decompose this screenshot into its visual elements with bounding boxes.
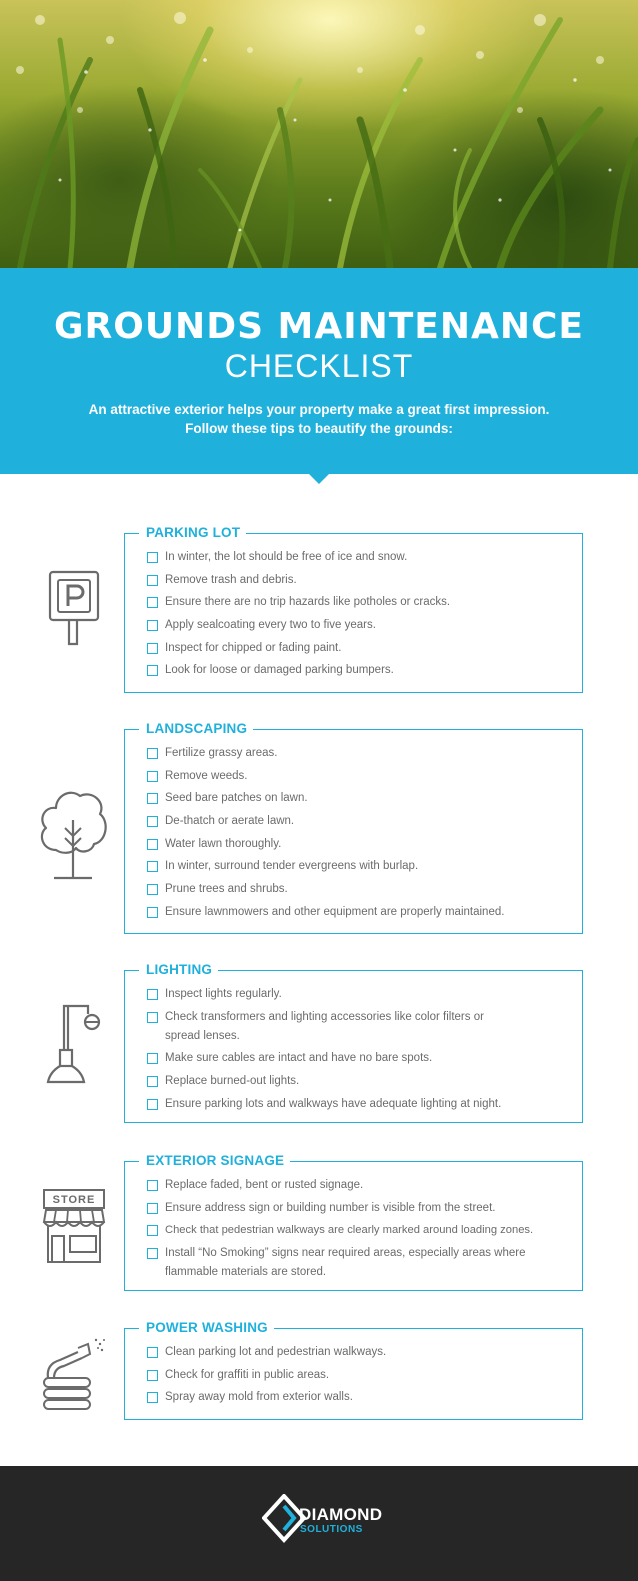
item-text: Clean parking lot and pedestrian walkways. [165, 1346, 387, 1358]
checkbox[interactable] [147, 748, 158, 759]
checklist-item [147, 548, 572, 567]
intro-text [70, 400, 568, 438]
checkbox[interactable] [147, 771, 158, 782]
title-banner [0, 268, 638, 474]
checkbox[interactable] [147, 1225, 158, 1236]
section-landscaping [124, 721, 583, 934]
checkbox[interactable] [147, 1392, 158, 1403]
item-text: Replace burned-out lights. [165, 1075, 300, 1088]
item-text: Check that pedestrian walkways are clearly marked around loading zones. [165, 1224, 534, 1237]
tree-icon [36, 786, 110, 880]
checklist-item [147, 1008, 572, 1046]
item-text: Fertilize grassy areas. [165, 747, 278, 759]
checkbox[interactable] [147, 643, 158, 654]
checklist-item [147, 1366, 572, 1385]
checklist-item [147, 616, 572, 635]
checkbox[interactable] [147, 1203, 158, 1214]
checklist-item [147, 1072, 572, 1091]
checklist-item [147, 1244, 572, 1282]
checklist-item [147, 1388, 572, 1407]
checklist-item [147, 1095, 572, 1114]
checklist-item [147, 1343, 572, 1362]
section-power-washing [124, 1320, 583, 1420]
checklist-item [147, 1176, 572, 1195]
checkbox[interactable] [147, 989, 158, 1000]
checkbox[interactable] [147, 1012, 158, 1023]
item-text: Remove trash and debris. [165, 573, 297, 586]
section-exterior-signage [124, 1153, 583, 1291]
store-sign-label: STORE [52, 1194, 96, 1206]
item-text: Ensure address sign or building number is visible from the street. [165, 1201, 496, 1214]
checkbox[interactable] [147, 907, 158, 918]
banner-pointer [307, 472, 331, 484]
checklist [147, 1343, 572, 1411]
checklist [147, 744, 572, 926]
checkbox[interactable] [147, 816, 158, 827]
section-title: LANDSCAPING [139, 719, 253, 739]
checkbox[interactable] [147, 1370, 158, 1381]
item-text: De-thatch or aerate lawn. [165, 815, 295, 828]
item-text: In winter, surround tender evergreens with burlap. [165, 860, 419, 873]
page-title: GROUNDS MAINTENANCE [53, 306, 585, 347]
parking-sign-icon [48, 570, 100, 646]
item-text: Remove weeds. [165, 769, 248, 782]
checkbox[interactable] [147, 861, 158, 872]
checkbox[interactable] [147, 793, 158, 804]
logo-subtext: SOLUTIONS [300, 1524, 363, 1535]
checkbox[interactable] [147, 884, 158, 895]
checkbox[interactable] [147, 620, 158, 631]
checklist-item [147, 661, 572, 680]
checklist [147, 548, 572, 684]
checklist-item [147, 571, 572, 590]
section-title: POWER WASHING [139, 1318, 274, 1338]
checkbox[interactable] [147, 1248, 158, 1259]
section-parking-lot [124, 525, 583, 693]
logo-wordmark: DIAMOND [299, 1505, 383, 1524]
section-title: PARKING LOT [139, 523, 246, 543]
intro-line-2: Follow these tips to beautify the grounds: [185, 421, 453, 436]
item-text: Install “No Smoking” signs near required areas, especially areas where flammable materials are stored. [165, 1247, 526, 1279]
checklist-item [147, 789, 572, 808]
item-text: Replace faded, bent or rusted signage. [165, 1179, 364, 1191]
item-text: Inspect lights regularly. [165, 988, 282, 1000]
checklist-item [147, 1199, 572, 1218]
item-text: In winter, the lot should be free of ice and snow. [165, 551, 408, 563]
page-subtitle: CHECKLIST [224, 348, 414, 384]
storefront-icon [42, 1188, 106, 1264]
checkbox[interactable] [147, 1099, 158, 1110]
checkbox[interactable] [147, 1347, 158, 1358]
checklist-item [147, 880, 572, 899]
hero-grass-image [0, 0, 638, 268]
checkbox[interactable] [147, 1076, 158, 1087]
checkbox[interactable] [147, 575, 158, 586]
item-text: Make sure cables are intact and have no bare spots. [165, 1052, 433, 1065]
item-text: Prune trees and shrubs. [165, 883, 288, 896]
checklist-item [147, 1221, 572, 1240]
item-text: Ensure lawnmowers and other equipment are properly maintained. [165, 905, 505, 918]
item-text: Ensure there are no trip hazards like potholes or cracks. [165, 596, 451, 609]
footer [0, 1466, 638, 1581]
checklist-item [147, 767, 572, 786]
checkbox[interactable] [147, 1053, 158, 1064]
intro-line-1: An attractive exterior helps your property make a great first impression. [88, 402, 550, 417]
item-text: Check for graffiti in public areas. [165, 1368, 330, 1381]
checklist-item [147, 985, 572, 1004]
checkbox[interactable] [147, 1180, 158, 1191]
street-lamp-icon [44, 1002, 104, 1086]
checkbox[interactable] [147, 597, 158, 608]
checkbox[interactable] [147, 839, 158, 850]
checklist [147, 1176, 572, 1286]
checklist-item [147, 744, 572, 763]
item-text: Seed bare patches on lawn. [165, 792, 308, 805]
checklist-item [147, 593, 572, 612]
section-lighting [124, 962, 583, 1123]
item-text: Inspect for chipped or fading paint. [165, 641, 342, 654]
checklist-item [147, 903, 572, 922]
item-text: Look for loose or damaged parking bumpers. [165, 664, 394, 677]
hose-icon [40, 1334, 110, 1414]
checklist-item [147, 639, 572, 658]
item-text: Check transformers and lighting accessories like color filters or spread lenses. [165, 1010, 484, 1042]
item-text: Ensure parking lots and walkways have adequate lighting at night. [165, 1097, 502, 1110]
checklist-item [147, 1049, 572, 1068]
section-title: LIGHTING [139, 960, 218, 980]
checkbox[interactable] [147, 552, 158, 563]
item-text: Apply sealcoating every two to five years. [165, 619, 376, 632]
checklist-item [147, 812, 572, 831]
checklist-item [147, 857, 572, 876]
checklist [147, 985, 572, 1117]
checklist-item [147, 835, 572, 854]
section-title: EXTERIOR SIGNAGE [139, 1151, 290, 1171]
item-text: Spray away mold from exterior walls. [165, 1391, 353, 1404]
checkbox[interactable] [147, 665, 158, 676]
item-text: Water lawn thoroughly. [165, 837, 282, 850]
